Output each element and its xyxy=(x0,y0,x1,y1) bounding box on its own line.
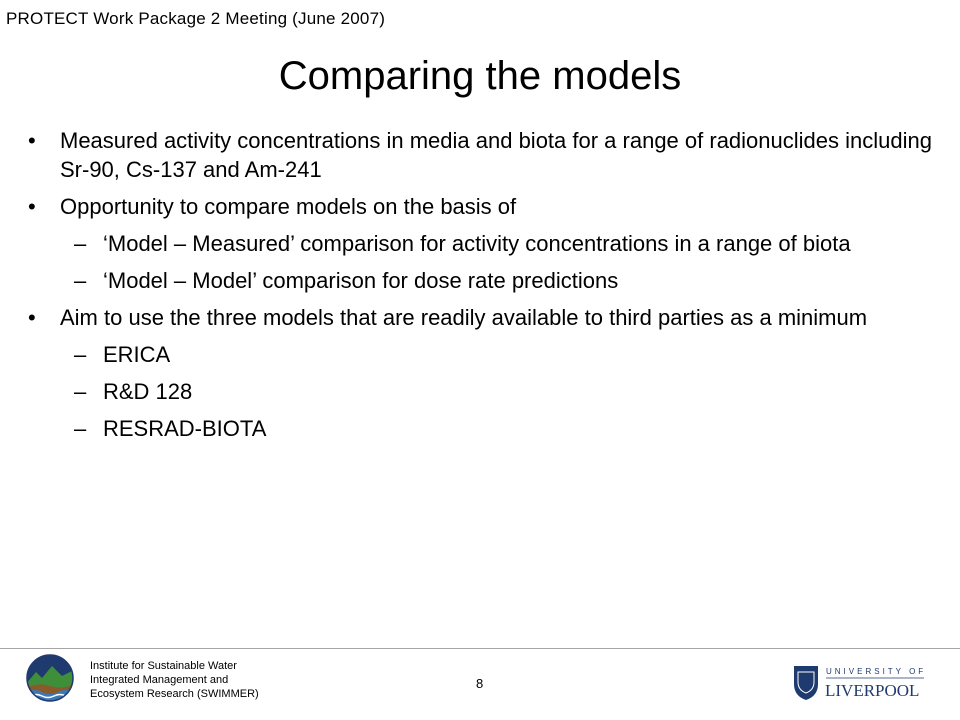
dash-marker: – xyxy=(74,342,87,367)
sub-bullet-item xyxy=(28,229,933,258)
slide-title: Comparing the models xyxy=(278,54,682,98)
bullet-text: Measured activity concentrations in media and biota for a range of radionuclides including Sr-90, Cs-137 and Am-241 xyxy=(60,128,932,182)
header-text: PROTECT Work Package 2 Meeting (June 2007) xyxy=(6,9,386,28)
footer-divider xyxy=(0,648,960,649)
dash-marker: – xyxy=(74,268,87,293)
sub-bullet-item xyxy=(28,377,933,406)
sub-bullet-text: ‘Model – Measured’ comparison for activity concentrations in a range of biota xyxy=(103,231,851,256)
dash-marker: – xyxy=(74,416,87,441)
dash-marker: – xyxy=(74,379,87,404)
bullet-marker: • xyxy=(28,194,36,219)
slide-content xyxy=(28,126,933,451)
sub-bullet-text: R&D 128 xyxy=(103,379,193,404)
bullet-text: Opportunity to compare models on the basis of xyxy=(60,194,517,219)
dash-marker: – xyxy=(74,231,87,256)
bullet-marker: • xyxy=(28,128,36,153)
bullet-item xyxy=(28,126,933,184)
sub-bullet-item xyxy=(28,266,933,295)
page-number: 8 xyxy=(476,676,484,691)
footer-organization xyxy=(90,659,310,701)
bullet-item xyxy=(28,303,933,332)
org-name-line: Ecosystem Research (SWIMMER) xyxy=(90,688,259,700)
bullet-item xyxy=(28,192,933,221)
bullet-text: Aim to use the three models that are readily available to third parties as a minimum xyxy=(60,305,868,330)
swimmer-logo-icon xyxy=(26,654,74,702)
university-top-text: UNIVERSITY OF xyxy=(826,667,926,676)
university-liverpool-logo xyxy=(792,662,926,702)
org-name-line: Institute for Sustainable Water xyxy=(90,660,237,672)
university-name-text: LIVERPOOL xyxy=(825,681,920,700)
sub-bullet-item xyxy=(28,414,933,443)
sub-bullet-item xyxy=(28,340,933,369)
bullet-marker: • xyxy=(28,305,36,330)
sub-bullet-text: ‘Model – Model’ comparison for dose rate predictions xyxy=(103,268,619,293)
sub-bullet-text: RESRAD-BIOTA xyxy=(103,416,267,441)
sub-bullet-text: ERICA xyxy=(103,342,171,367)
org-name-line: Integrated Management and xyxy=(90,674,229,686)
